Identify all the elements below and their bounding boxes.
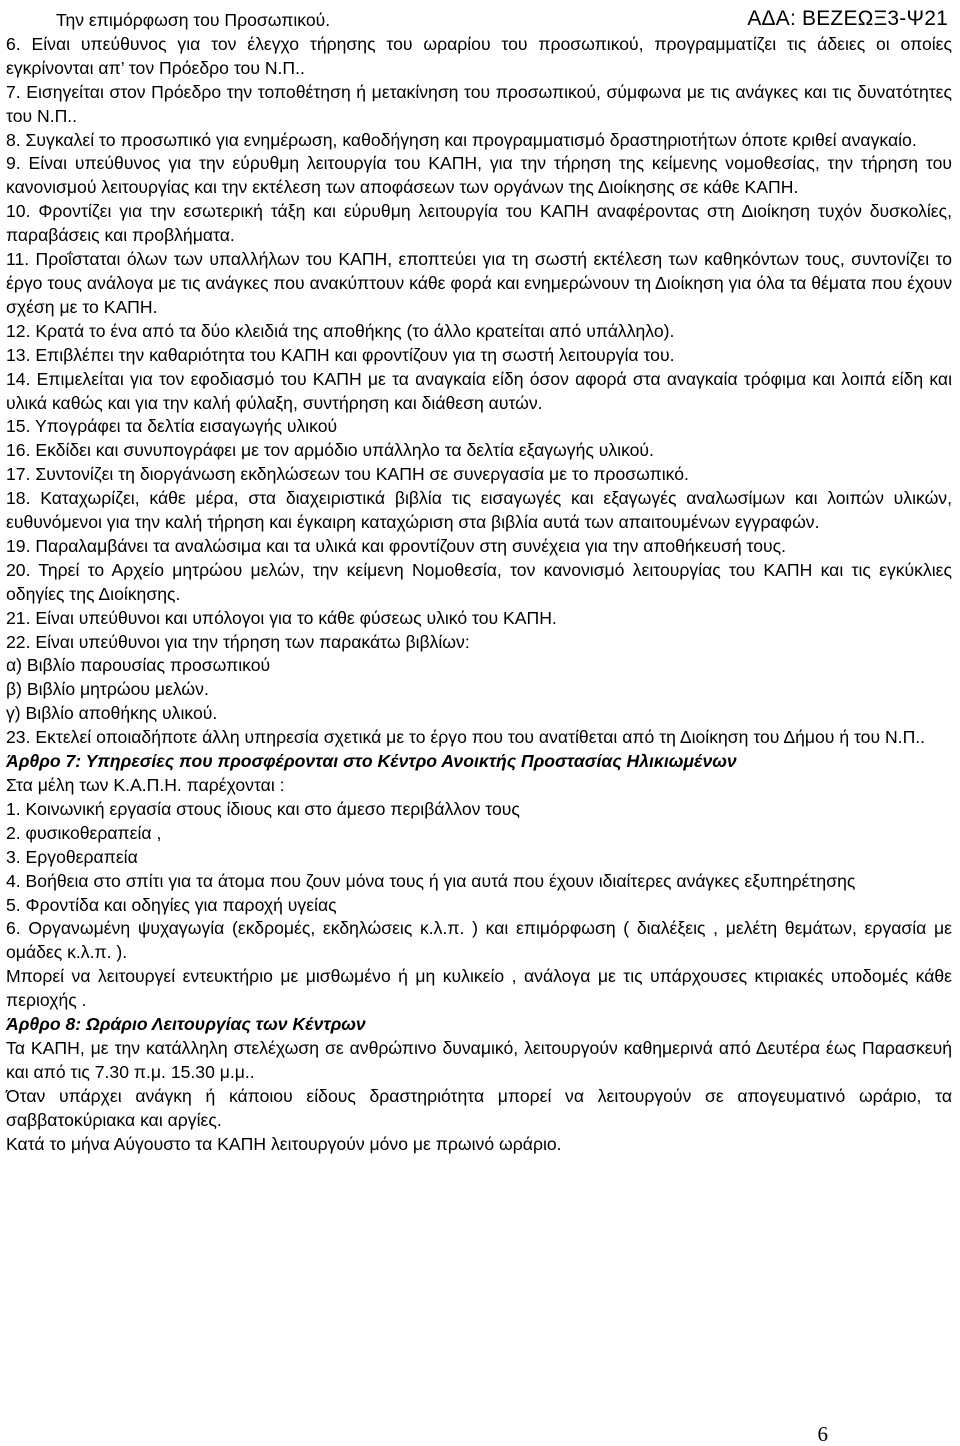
service-item: 5. Φροντίδα και οδηγίες για παροχή υγείας [6,894,337,915]
article7-note: Μπορεί να λειτουργεί εντευκτήριο με μισθωμένο ή μη κυλικείο , ανάλογα με τις υπάρχουσες κτιριακές υποδομές κάθε περιοχής . [6,966,952,1011]
duty-item: 23. Εκτελεί οποιαδήποτε άλλη υπηρεσία σχετικά με το έργο που του ανατίθεται από τη Διοίκηση του Δήμου ή του Ν.Π.. [6,727,926,748]
service-item: 2. φυσικοθεραπεία , [6,822,162,843]
page-body [6,9,952,1157]
article8-paragraph: Κατά το μήνα Αύγουστο τα ΚΑΠΗ λειτουργούν μόνο με πρωινό ωράριο. [6,1133,562,1154]
duty-item: 18. Καταχωρίζει, κάθε μέρα, στα διαχειριστικά βιβλία τις εισαγωγές και εξαγωγές αναλωσίμων και λοιπών υλικών, ευθυνόμενοι για την καλή τήρηση και έγκαιρη καταχώριση στα βιβλία αυτά των απαιτουμένων εγγραφών. [6,488,952,533]
ada-code: ΑΔΑ: ΒΕΖΕΩΞ3-Ψ21 [747,7,948,30]
article7-heading: Άρθρο 7: Υπηρεσίες που προσφέρονται στο Κέντρο Ανοικτής Προστασίας Ηλικιωμένων [6,751,737,772]
service-item: 3. Εργοθεραπεία [6,846,138,867]
duty-item: 12. Κρατά το ένα από τα δύο κλειδιά της αποθήκης (το άλλο κρατείται από υπάλληλο). [6,320,675,341]
duty-item: 9. Είναι υπεύθυνος για την εύρυθμη λειτουργία του ΚΑΠΗ, για την τήρηση της κείμενης νομοθεσίας, την τήρηση του κανονισμού λειτουργίας και την εκτέλεση των αποφάσεων των οργάνων της Διοίκησης σε κάθε ΚΑΠΗ. [6,153,952,198]
duty-item: 15. Υπογράφει τα δελτία εισαγωγής υλικού [6,416,338,437]
duty-item: 17. Συντονίζει τη διοργάνωση εκδηλώσεων του ΚΑΠΗ σε συνεργασία με το προσωπικό. [6,464,689,485]
duty-item: 11. Προΐσταται όλων των υπαλλήλων του ΚΑΠΗ, εποπτεύει για τη σωστή εκτέλεση των καθηκόντων τους, συντονίζει το έργο τους ανάλογα με τις ανάγκες που ανακύπτουν κάθε φορά και ενημερώνουν τη Διοίκηση για όλα τα θέματα που έχουν σχέση με το ΚΑΠΗ. [6,249,952,317]
duty-item: 7. Εισηγείται στον Πρόεδρο την τοποθέτηση ή μετακίνηση του προσωπικού, σύμφωνα με τις ανάγκες και τις δυνατότητες του Ν.Π.. [6,81,952,126]
duty-item: 8. Συγκαλεί το προσωπικό για ενημέρωση, καθοδήγηση και προγραμματισμό δραστηριοτήτων όποτε κριθεί αναγκαίο. [6,129,917,150]
service-item: 4. Βοήθεια στο σπίτι για τα άτομα που ζουν μόνα τους ή για αυτά που έχουν ιδιαίτερες ανάγκες εξυπηρέτησης [6,870,856,891]
book-item: β) Βιβλίο μητρώου μελών. [6,679,209,700]
book-item: γ) Βιβλίο αποθήκης υλικού. [6,703,218,724]
article8-heading: Άρθρο 8: Ωράριο Λειτουργίας των Κέντρων [6,1014,366,1035]
duty-item: 13. Επιβλέπει την καθαριότητα του ΚΑΠΗ και φροντίζουν για τη σωστή λειτουργία του. [6,344,675,365]
service-item: 6. Οργανωμένη ψυχαγωγία (εκδρομές, εκδηλώσεις κ.λ.π. ) και επιμόρφωση ( διαλέξεις , μελέτη θεμάτων, εργασία με ομάδες κ.λ.π. ). [6,918,952,963]
duty-item: 22. Είναι υπεύθυνοι για την τήρηση των παρακάτω βιβλίων: [6,631,470,652]
duty-item: 21. Είναι υπεύθυνοι και υπόλογοι για το κάθε φύσεως υλικό του ΚΑΠΗ. [6,607,557,628]
duty-item: 19. Παραλαμβάνει τα αναλώσιμα και τα υλικά και φροντίζουν στη συνέχεια για την αποθήκευσή τους. [6,535,786,556]
service-item: 1. Κοινωνική εργασία στους ίδιους και στο άμεσο περιβάλλον τους [6,798,520,819]
book-item: α) Βιβλίο παρουσίας προσωπικού [6,655,271,676]
duty-item: 14. Επιμελείται για τον εφοδιασμό του ΚΑΠΗ με τα αναγκαία είδη όσον αφορά στα αναγκαία τρόφιμα και λοιπά είδη και υλικά καθώς και για την καλή φύλαξη, συντήρηση και διάθεση αυτών. [6,368,952,413]
duty-item: 16. Εκδίδει και συνυπογράφει με τον αρμόδιο υπάλληλο τα δελτία εξαγωγής υλικού. [6,440,654,461]
article7-lead: Στα μέλη των Κ.Α.Π.Η. παρέχονται : [6,775,285,795]
duty-item: 6. Είναι υπεύθυνος για τον έλεγχο τήρησης του ωραρίου του προσωπικού, προγραμματίζει τις άδειες οι οποίες εγκρίνονται απ’ τον Πρόεδρο του Ν.Π.. [6,33,952,78]
article8-paragraph: Τα ΚΑΠΗ, με την κατάλληλη στελέχωση σε ανθρώπινο δυναμικό, λειτουργούν καθημερινά από Δευτέρα έως Παρασκευή και από τις 7.30 π.μ. 15.30 μ.μ.. [6,1037,952,1082]
intro-line: Την επιμόρφωση του Προσωπικού. [56,10,331,30]
article8-paragraph: Όταν υπάρχει ανάγκη ή κάποιου είδους δραστηριότητα μπορεί να λειτουργούν σε απογευματινό ωράριο, τα σαββατοκύριακα και αργίες. [6,1085,952,1130]
duty-item: 20. Τηρεί το Αρχείο μητρώου μελών, την κείμενη Νομοθεσία, τον κανονισμό λειτουργίας του ΚΑΠΗ και τις εγκύκλιες οδηγίες της Διοίκησης. [6,559,952,604]
page-number: 6 [817,1422,828,1446]
duty-item: 10. Φροντίζει για την εσωτερική τάξη και εύρυθμη λειτουργία του ΚΑΠΗ αναφέροντας στη Διοίκηση τυχόν δυσκολίες, παραβάσεις και προβλήματα. [6,201,952,246]
